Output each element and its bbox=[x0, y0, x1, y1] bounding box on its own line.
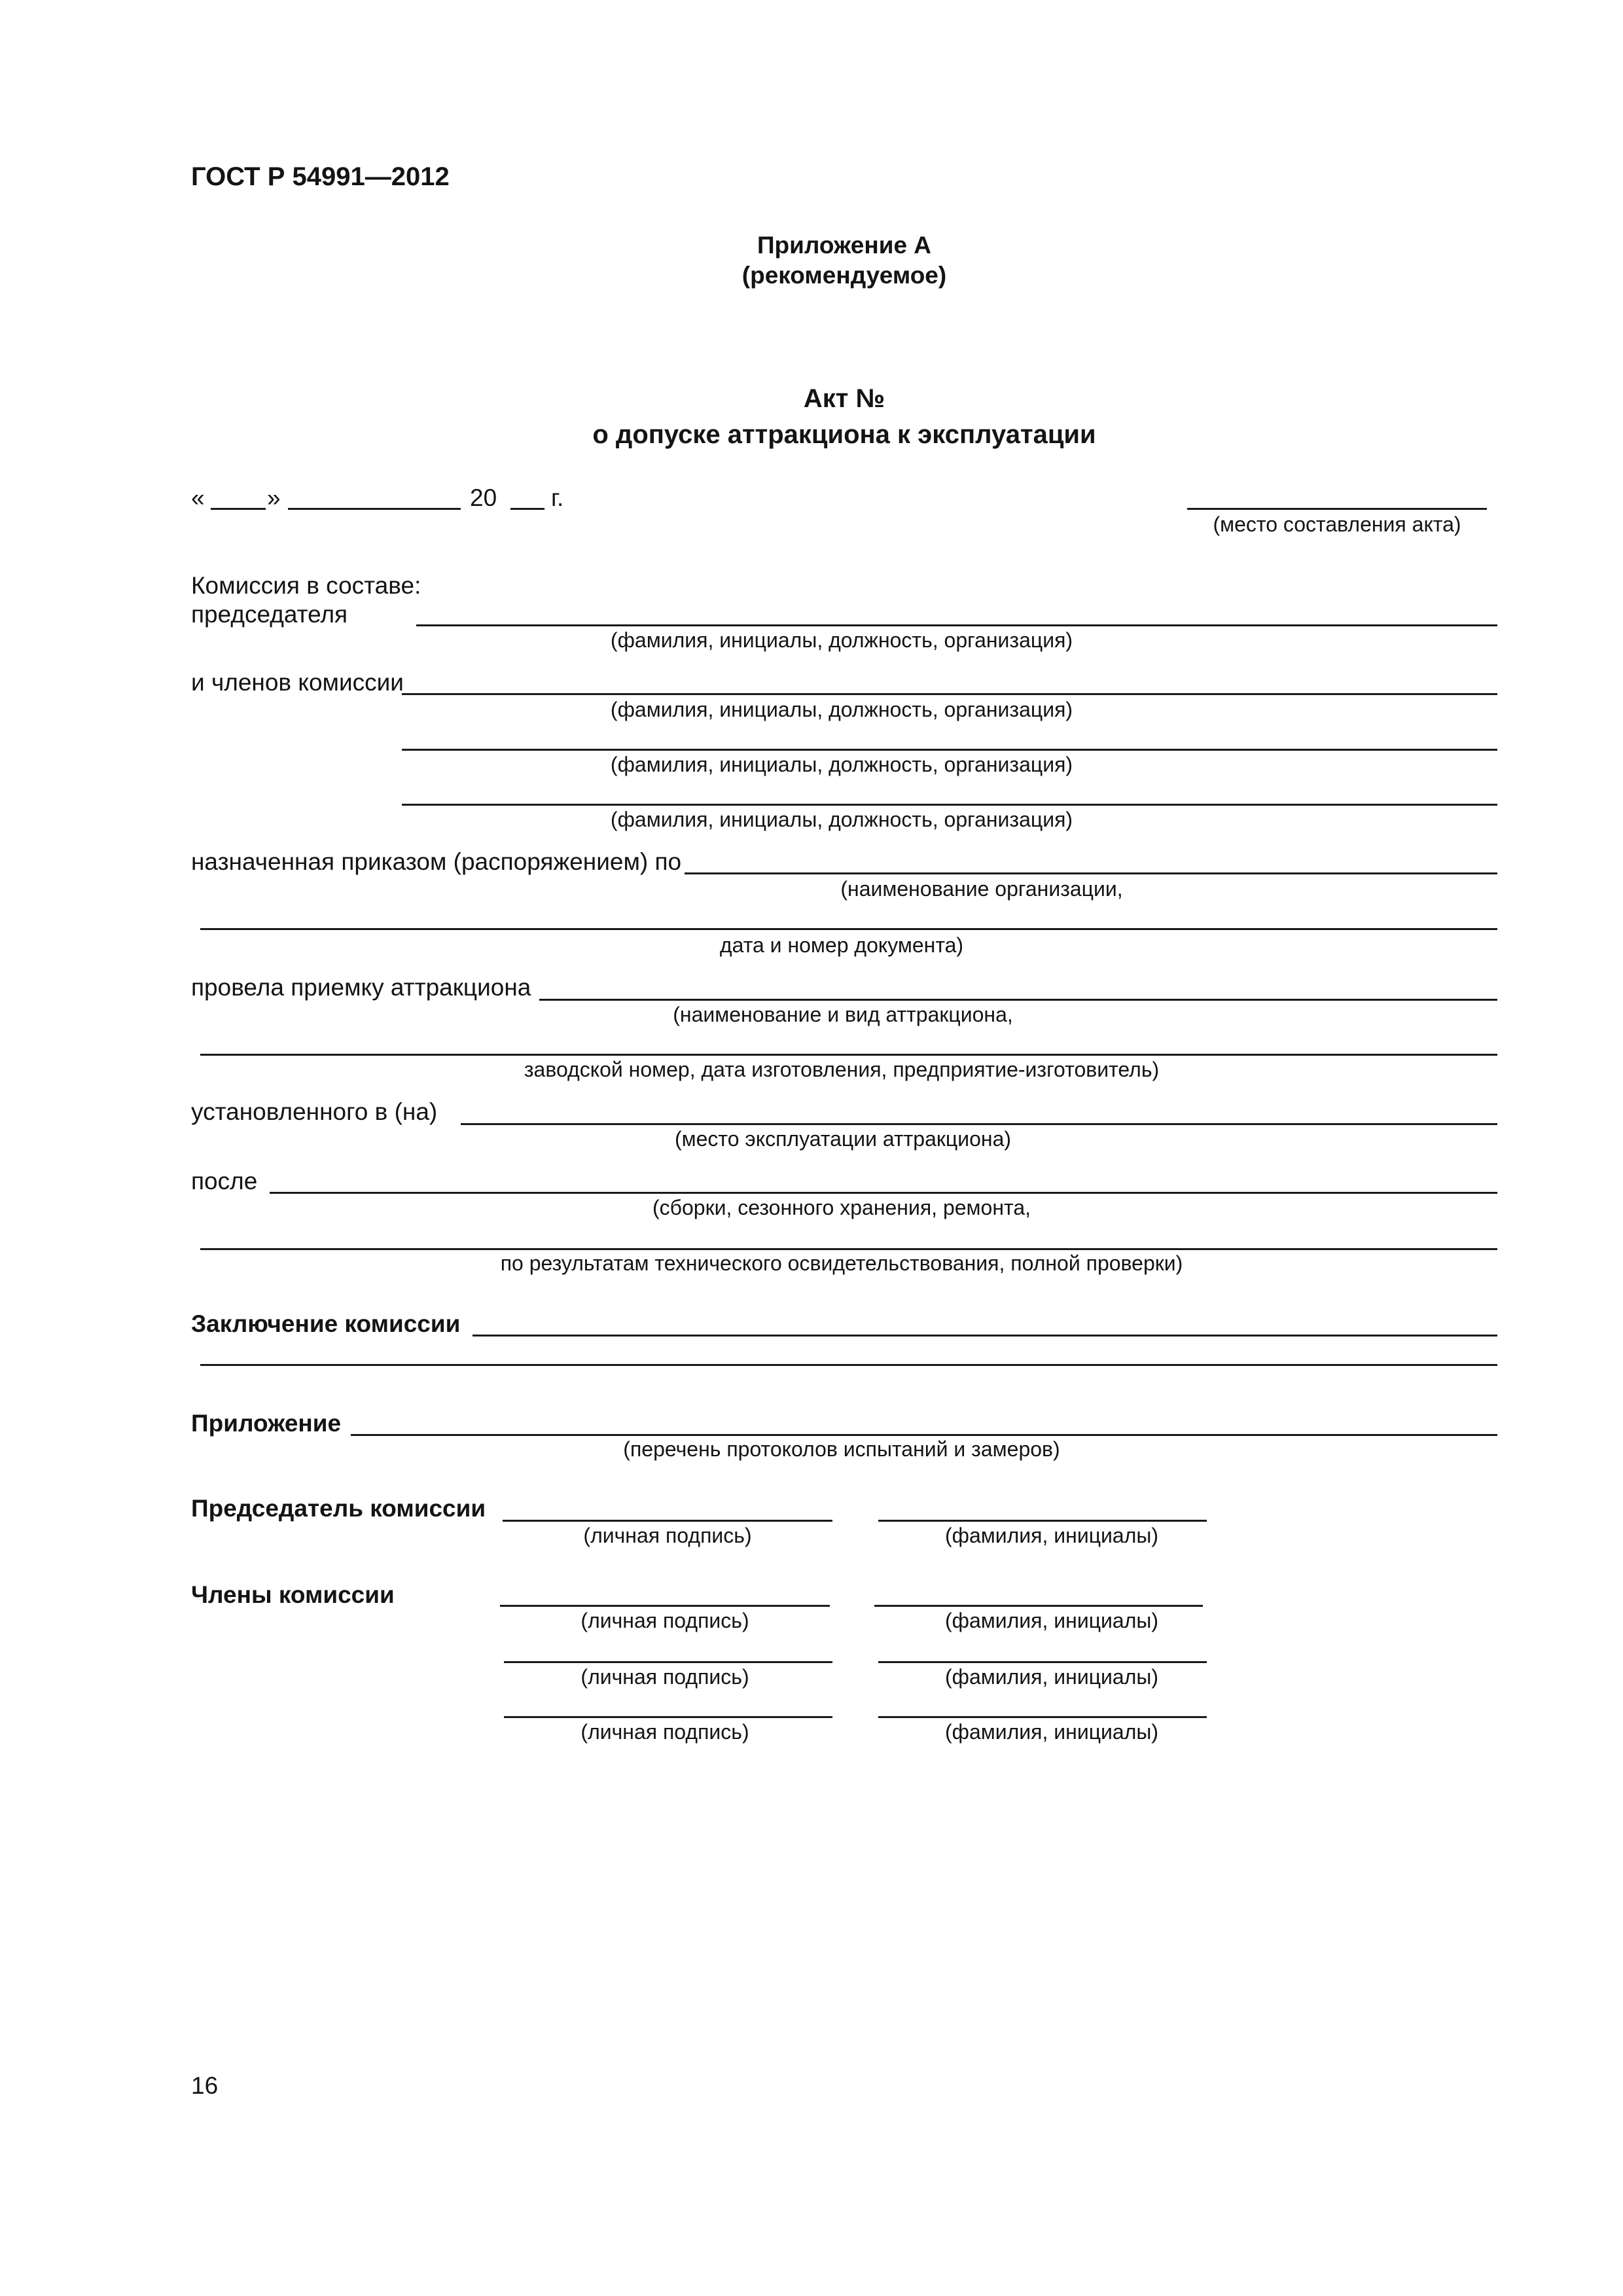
attachment-caption: (перечень протоколов испытаний и замеров) bbox=[623, 1437, 1060, 1461]
member-field-2[interactable] bbox=[402, 749, 1497, 751]
member-caption-1: (фамилия, инициалы, должность, организация) bbox=[610, 698, 1073, 721]
installed-label: установленного в (на) bbox=[191, 1098, 438, 1125]
member-caption-2: (фамилия, инициалы, должность, организация) bbox=[610, 753, 1073, 776]
member-name-field-3[interactable] bbox=[878, 1716, 1207, 1718]
chairman-field[interactable] bbox=[416, 624, 1497, 626]
order-label: назначенная приказом (распоряжением) по bbox=[191, 848, 682, 875]
date-month-field[interactable] bbox=[288, 508, 461, 510]
acceptance-field-2[interactable] bbox=[200, 1054, 1497, 1056]
after-field[interactable] bbox=[270, 1192, 1497, 1194]
place-field[interactable] bbox=[1187, 508, 1487, 510]
order-field[interactable] bbox=[685, 872, 1497, 874]
installed-field[interactable] bbox=[461, 1123, 1497, 1125]
chairman-label: председателя bbox=[191, 601, 348, 628]
chairman-name-field[interactable] bbox=[878, 1520, 1207, 1522]
member-signature-caption-1: (личная подпись) bbox=[580, 1609, 749, 1632]
member-signature-field-3[interactable] bbox=[504, 1716, 832, 1718]
member-signature-caption-2: (личная подпись) bbox=[580, 1665, 749, 1689]
date-year-prefix: 20 bbox=[470, 484, 497, 511]
member-name-caption-3: (фамилия, инициалы) bbox=[944, 1720, 1159, 1744]
acceptance-field[interactable] bbox=[539, 999, 1497, 1001]
acceptance-caption-1: (наименование и вид аттракциона, bbox=[673, 1003, 1013, 1026]
act-subtitle: о допуске аттракциона к эксплуатации bbox=[592, 420, 1096, 449]
chairman-signature-caption: (личная подпись) bbox=[583, 1524, 752, 1547]
member-name-caption-1: (фамилия, инициалы) bbox=[944, 1609, 1159, 1632]
appendix-status: (рекомендуемое) bbox=[741, 262, 947, 289]
chairman-signature-label: Председатель комиссии bbox=[191, 1495, 486, 1522]
member-signature-caption-3: (личная подпись) bbox=[580, 1720, 749, 1744]
chairman-caption: (фамилия, инициалы, должность, организация) bbox=[610, 628, 1073, 652]
act-title: Акт № bbox=[803, 384, 885, 413]
order-caption-1: (наименование организации, bbox=[840, 877, 1123, 901]
member-field-1[interactable] bbox=[402, 693, 1497, 695]
installed-caption: (место эксплуатации аттракциона) bbox=[674, 1127, 1012, 1151]
attachment-label: Приложение bbox=[191, 1410, 342, 1437]
after-caption-2: по результатам технического освидетельствования, полной проверки) bbox=[500, 1251, 1183, 1275]
member-signature-field-2[interactable] bbox=[504, 1661, 832, 1663]
date-open-quote: « bbox=[191, 484, 205, 511]
date-year-field[interactable] bbox=[510, 508, 544, 510]
member-name-field-2[interactable] bbox=[878, 1661, 1207, 1663]
conclusion-field[interactable] bbox=[473, 1335, 1497, 1336]
acceptance-label: провела приемку аттракциона bbox=[191, 974, 531, 1001]
order-caption-2: дата и номер документа) bbox=[719, 933, 964, 957]
after-label: после bbox=[191, 1168, 258, 1194]
date-year-suffix: г. bbox=[551, 484, 564, 511]
conclusion-label: Заключение комиссии bbox=[191, 1310, 461, 1337]
member-caption-3: (фамилия, инициалы, должность, организация) bbox=[610, 808, 1073, 831]
chairman-signature-field[interactable] bbox=[503, 1520, 832, 1522]
member-signature-field-1[interactable] bbox=[500, 1605, 830, 1607]
member-name-caption-2: (фамилия, инициалы) bbox=[944, 1665, 1159, 1689]
conclusion-field-2[interactable] bbox=[200, 1364, 1497, 1366]
commission-intro: Комиссия в составе: bbox=[191, 572, 421, 599]
attachment-field[interactable] bbox=[351, 1434, 1497, 1436]
members-signature-label: Члены комиссии bbox=[191, 1581, 395, 1608]
order-field-2[interactable] bbox=[200, 928, 1497, 930]
after-field-2[interactable] bbox=[200, 1248, 1497, 1250]
member-field-3[interactable] bbox=[402, 804, 1497, 806]
page-number: 16 bbox=[191, 2072, 219, 2099]
place-caption: (место составления акта) bbox=[1213, 512, 1461, 536]
date-close-quote: » bbox=[267, 484, 281, 511]
acceptance-caption-2: заводской номер, дата изготовления, предприятие-изготовитель) bbox=[524, 1058, 1160, 1081]
members-label: и членов комиссии bbox=[191, 669, 404, 696]
member-name-field-1[interactable] bbox=[874, 1605, 1203, 1607]
appendix-title: Приложение А bbox=[757, 232, 932, 259]
chairman-name-caption: (фамилия, инициалы) bbox=[944, 1524, 1159, 1547]
after-caption-1: (сборки, сезонного хранения, ремонта, bbox=[652, 1196, 1031, 1219]
date-day-field[interactable] bbox=[211, 508, 266, 510]
standard-designation: ГОСТ Р 54991—2012 bbox=[191, 162, 450, 191]
